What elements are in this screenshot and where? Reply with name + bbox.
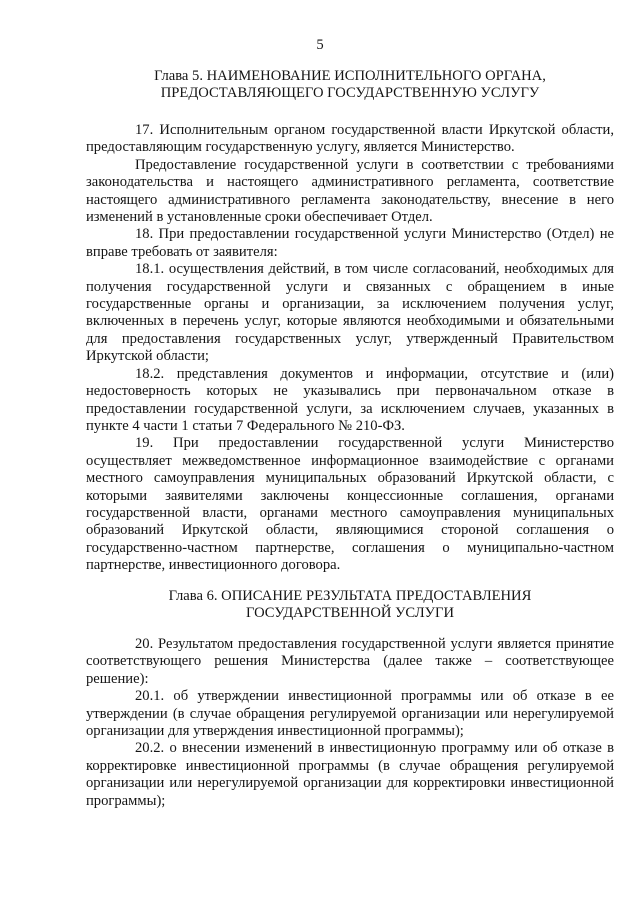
- chapter-5-heading-line-1: Глава 5. НАИМЕНОВАНИЕ ИСПОЛНИТЕЛЬНОГО ОРГАНА,: [154, 68, 546, 84]
- paragraph-17: 17. Исполнительным органом государственной власти Иркутской области, предоставляющим государственную услугу, является Министерство.: [86, 122, 614, 156]
- paragraph-18: 18. При предоставлении государственной услуги Министерство (Отдел) не вправе требовать от заявителя:: [86, 226, 614, 260]
- paragraph-18-2: 18.2. представления документов и информации, отсутствие и (или) недостоверность которых не указывались при первоначальном отказе в предоставлении государственной услуги, за исключением случаев, указанных в пункте 4 части 1 статьи 7 Федерального № 210-ФЗ.: [86, 365, 614, 434]
- page-number: 5: [316, 37, 324, 53]
- paragraph-20-1: 20.1. об утверждении инвестиционной программы или об отказе в ее утверждении (в случае обращения регулируемой организации или нерегулируемой организации для утверждения инвестиционной программы);: [86, 688, 614, 740]
- paragraph-17-continuation: Предоставление государственной услуги в соответствии с требованиями законодательства и настоящего административного регламента, соответствие настоящего административного регламента законодательству, внесение в него изменений в установленные сроки обеспечивает Отдел.: [86, 156, 614, 226]
- paragraph-20-2: 20.2. о внесении изменений в инвестиционную программу или об отказе в корректировке инвестиционной программы (в случае обращения регулируемой организации или нерегулируемой организации для корректировки инвестиционной программы);: [86, 740, 614, 809]
- chapter-5-body: [86, 122, 614, 575]
- paragraph-19: 19. При предоставлении государственной услуги Министерство осуществляет межведомственное информационное взаимодействие с органами местного самоуправления муниципальных образований Иркутской области, с которыми заявителями заключены концессионные соглашения, органами государственной власти, органами местного самоуправления муниципальных образований Иркутской области, являющимися стороной соглашения о государственно-частном партнерстве, соглашения о муниципально-частном партнерстве, инвестиционного договора.: [86, 435, 614, 574]
- chapter-5-heading-line-2: ПРЕДОСТАВЛЯЮЩЕГО ГОСУДАРСТВЕННУЮ УСЛУГУ: [160, 85, 540, 102]
- paragraph-20: 20. Результатом предоставления государственной услуги является принятие соответствующего решения Министерства (далее также – соответствующее решение):: [86, 636, 614, 687]
- paragraph-18-1: 18.1. осуществления действий, в том числе согласований, необходимых для получения государственной услуги и связанных с обращением в иные государственные органы и организации, за исключением получения услуг, включенных в перечень услуг, которые являются необходимыми и обязательными для предоставления государственных услуг, утвержденный Правительством Иркутской области;: [86, 261, 614, 365]
- chapter-5-heading: [86, 68, 614, 103]
- chapter-6-heading-line-2: ГОСУДАРСТВЕННОЙ УСЛУГИ: [246, 605, 454, 622]
- chapter-6-body: [86, 636, 614, 810]
- chapter-6-heading-line-1: Глава 6. ОПИСАНИЕ РЕЗУЛЬТАТА ПРЕДОСТАВЛЕНИЯ: [168, 588, 532, 604]
- chapter-6-heading: [86, 588, 614, 623]
